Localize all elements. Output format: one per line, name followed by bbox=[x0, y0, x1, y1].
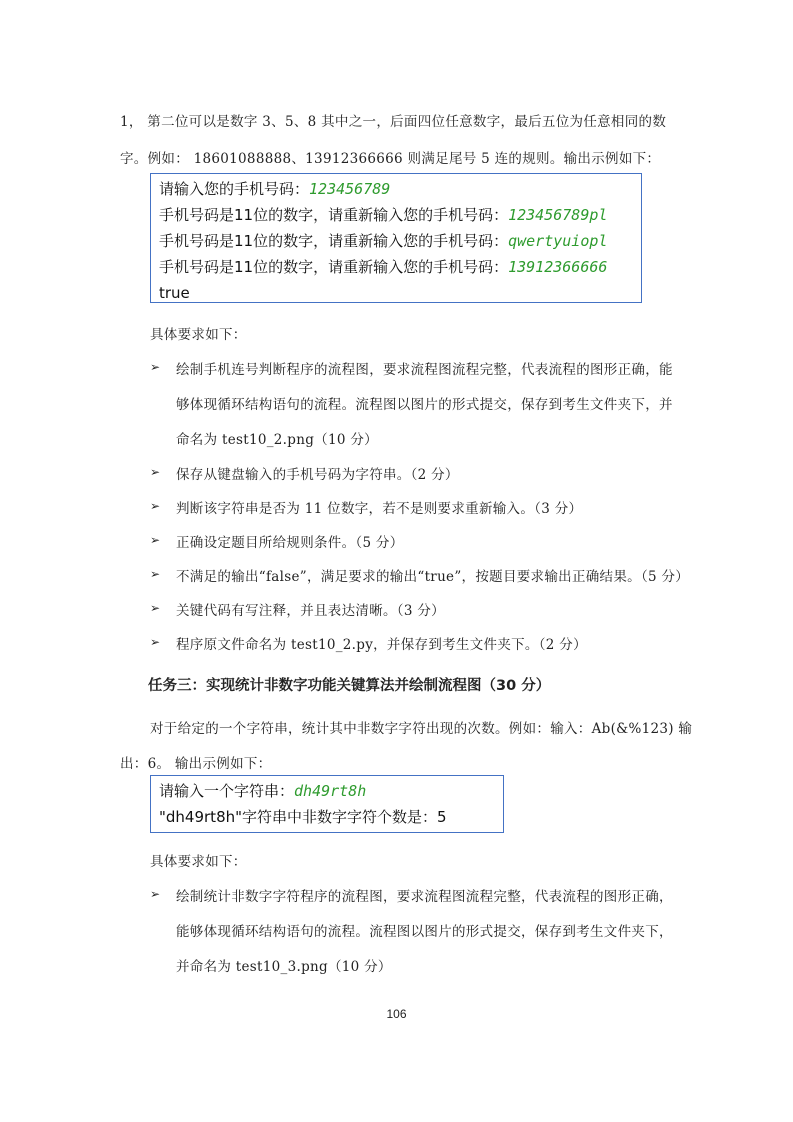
console-line: 请输入一个字符串：dh49rt8h bbox=[159, 782, 367, 800]
req-title-2: 具体要求如下： bbox=[150, 854, 247, 870]
console-line: 请输入您的手机号码：123456789 bbox=[159, 180, 391, 198]
req2-0-line1: 能够体现循环结构语句的流程。流程图以图片的形式提交，保存到考生文件夹下， bbox=[176, 924, 673, 940]
req2-0-line2: 并命名为 test10_3.png（10 分） bbox=[176, 959, 392, 975]
req1-4: 不满足的输出“false”，满足要求的输出“true”，按题目要求输出正确结果。（5 分） bbox=[176, 569, 690, 585]
req1-0-line0: 绘制手机连号判断程序的流程图，要求流程图流程完整，代表流程的图形正确，能 bbox=[176, 362, 673, 378]
console-line: 手机号码是11位的数字，请重新输入您的手机号码：13912366666 bbox=[159, 258, 608, 276]
arrow-bullet-icon: ➢ bbox=[150, 567, 161, 581]
req1-5: 关键代码有写注释，并且表达清晰。（3 分） bbox=[176, 603, 445, 619]
console-line: 手机号码是11位的数字，请重新输入您的手机号码：123456789pl bbox=[159, 206, 608, 224]
arrow-bullet-icon: ➢ bbox=[150, 635, 161, 649]
req1-6: 程序原文件命名为 test10_2.py，并保存到考生文件夹下。（2 分） bbox=[176, 637, 587, 653]
req1-1: 保存从键盘输入的手机号码为字符串。（2 分） bbox=[176, 467, 459, 483]
page-number: 106 bbox=[386, 1007, 407, 1021]
req1-2: 判断该字符串是否为 11 位数字，若不是则要求重新输入。（3 分） bbox=[176, 501, 583, 517]
console-line: "dh49rt8h"字符串中非数字字符个数是：5 bbox=[159, 808, 447, 826]
req2-0-line0: 绘制统计非数字字符程序的流程图，要求流程图流程完整，代表流程的图形正确， bbox=[176, 889, 673, 905]
arrow-bullet-icon: ➢ bbox=[150, 360, 161, 374]
task3-heading: 任务三：实现统计非数字功能关键算法并绘制流程图（30 分） bbox=[148, 678, 551, 694]
req1-3: 正确设定题目所给规则条件。（5 分） bbox=[176, 535, 404, 551]
arrow-bullet-icon: ➢ bbox=[150, 533, 161, 547]
arrow-bullet-icon: ➢ bbox=[150, 601, 161, 615]
item1-line1: 1， 第二位可以是数字 3、5、8 其中之一，后面四位任意数字，最后五位为任意相同的数 bbox=[120, 114, 667, 130]
arrow-bullet-icon: ➢ bbox=[150, 465, 161, 479]
arrow-bullet-icon: ➢ bbox=[150, 887, 161, 901]
console-example-2 bbox=[150, 775, 504, 833]
req1-0-line1: 够体现循环结构语句的流程。流程图以图片的形式提交，保存到考生文件夹下，并 bbox=[176, 397, 673, 413]
arrow-bullet-icon: ➢ bbox=[150, 499, 161, 513]
task3-desc-line1: 对于给定的一个字符串，统计其中非数字字符出现的次数。例如：输入：Ab(&%123) 输 bbox=[150, 721, 693, 737]
req1-0-line2: 命名为 test10_2.png（10 分） bbox=[176, 432, 378, 448]
console-example-1 bbox=[150, 173, 642, 303]
console-line: 手机号码是11位的数字，请重新输入您的手机号码：qwertyuiopl bbox=[159, 232, 608, 250]
task3-desc-line2: 出：6。 输出示例如下： bbox=[120, 756, 272, 772]
req-title-1: 具体要求如下： bbox=[150, 327, 247, 343]
item1-line2: 字。例如： 18601088888、13912366666 则满足尾号 5 连的规则。输出示例如下： bbox=[120, 151, 661, 167]
console-line: true bbox=[159, 284, 190, 302]
